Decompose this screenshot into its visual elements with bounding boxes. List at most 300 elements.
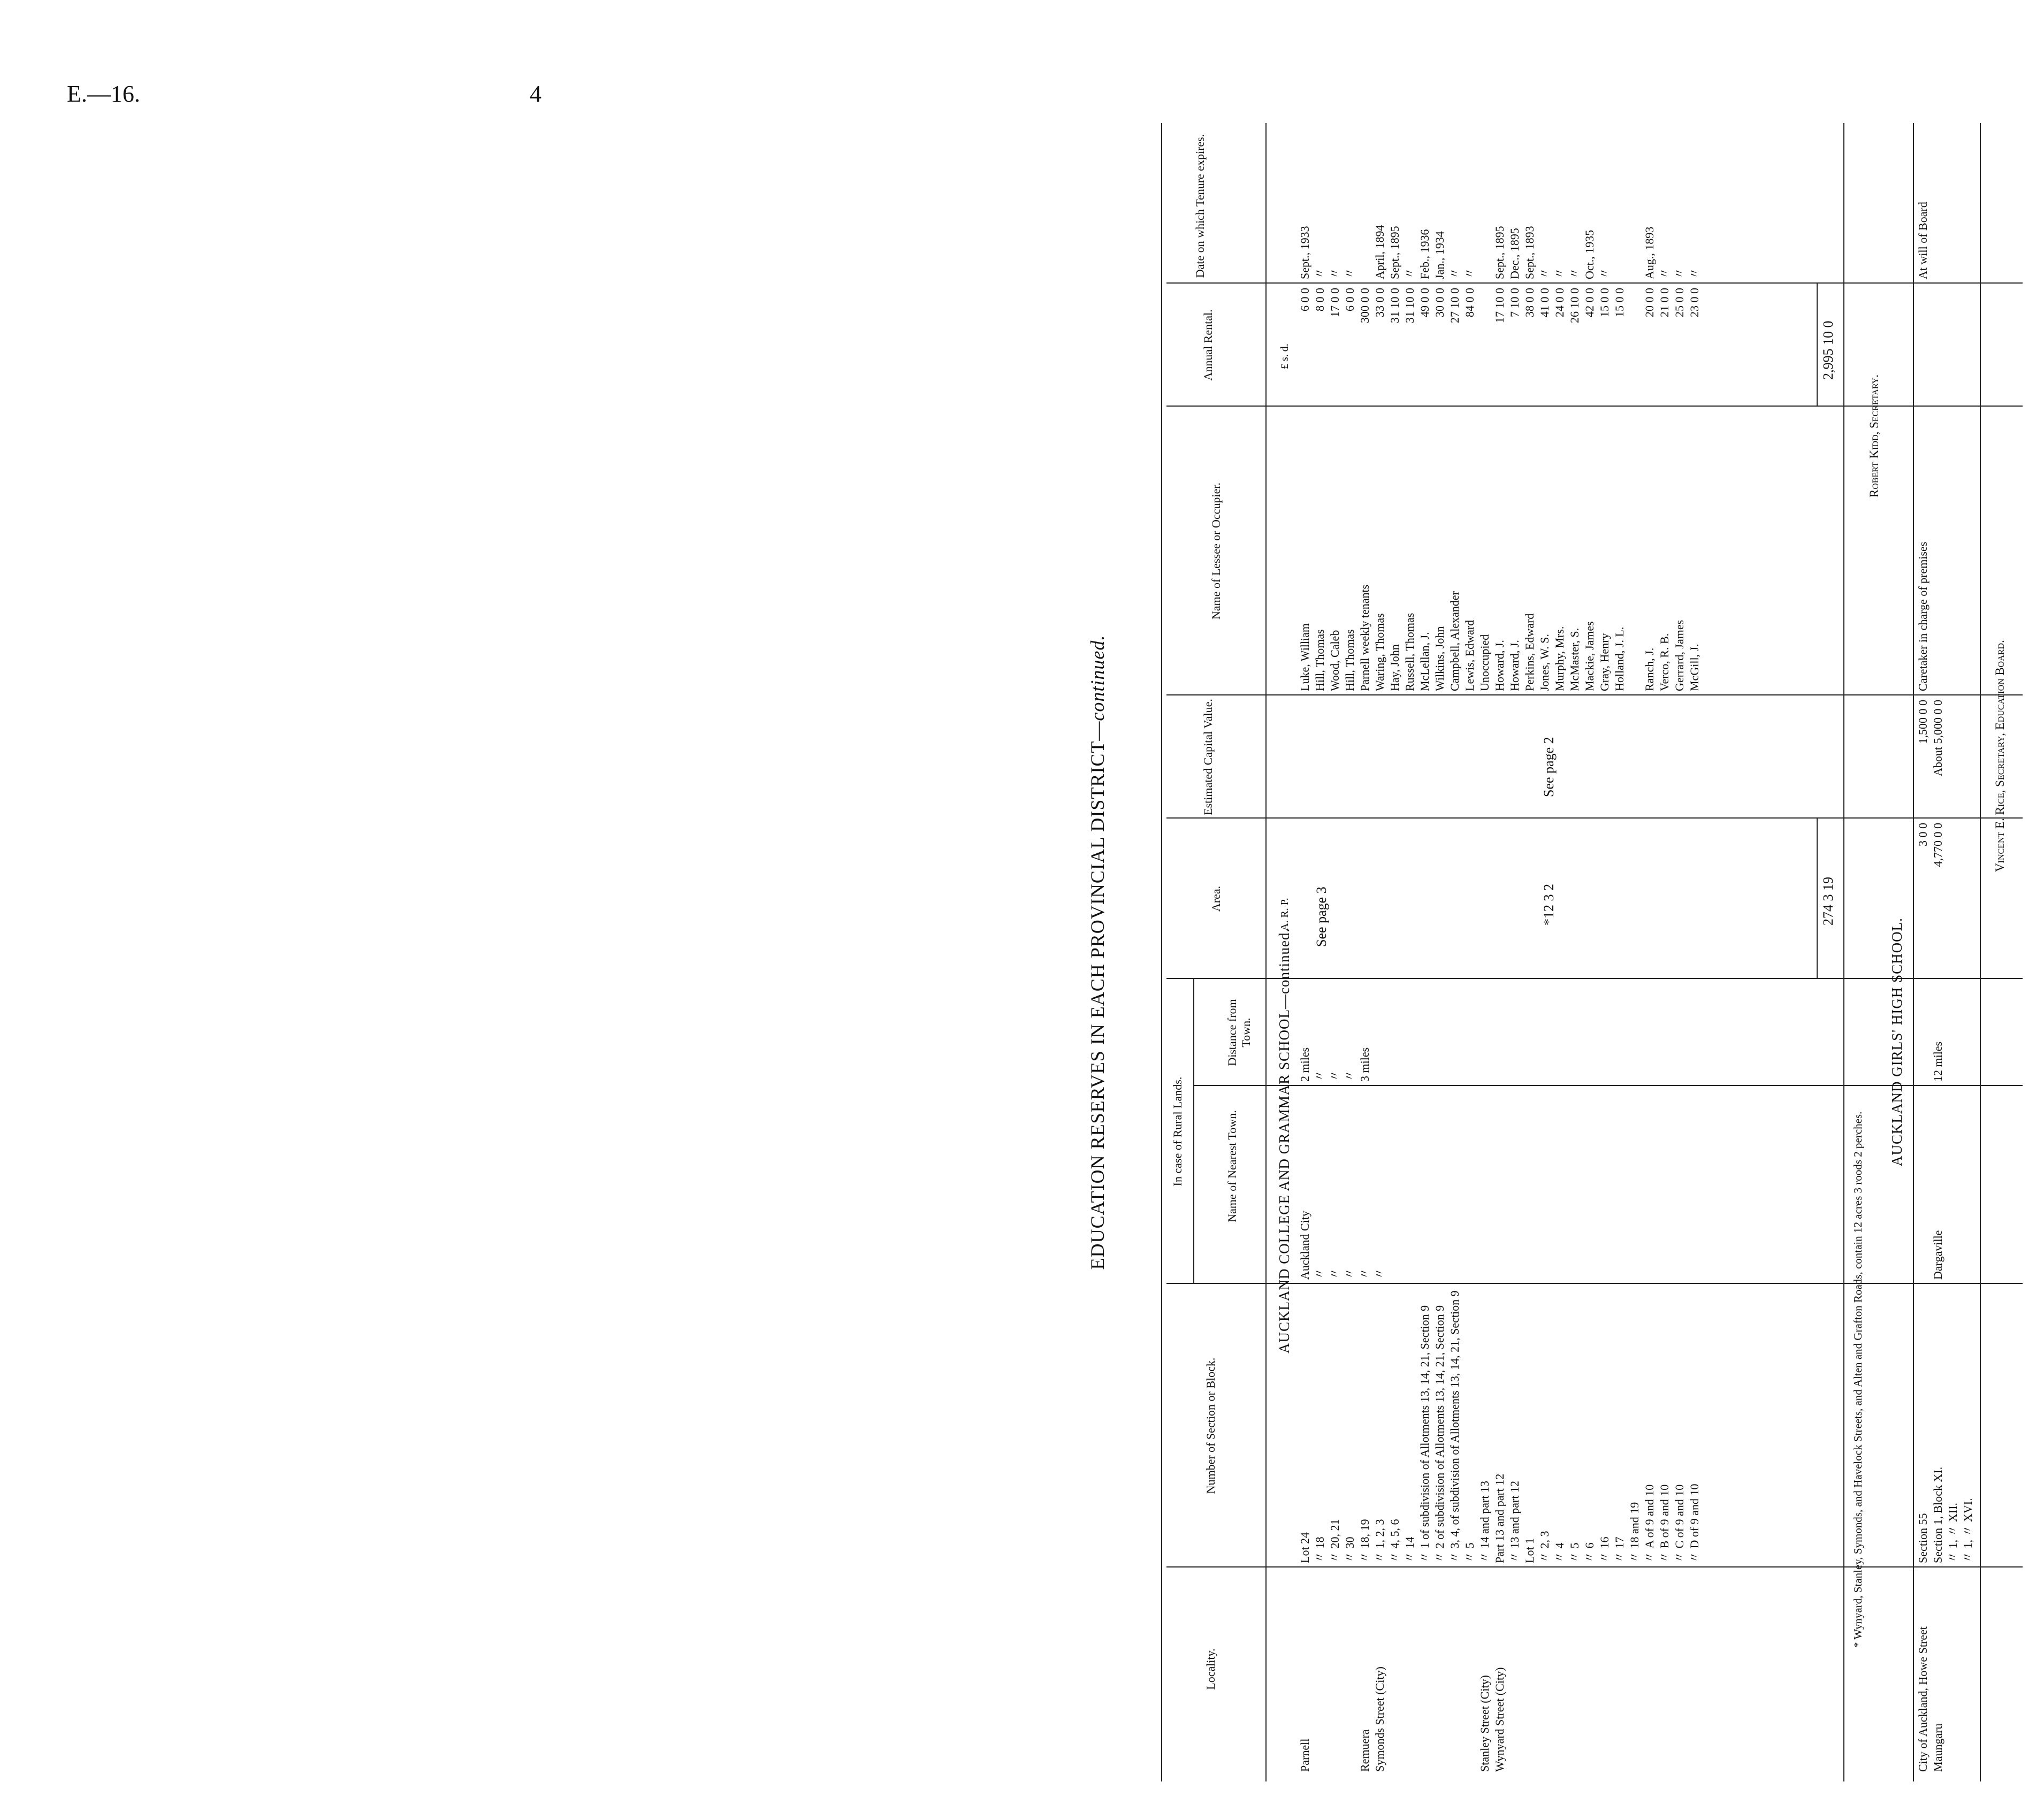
locality-cell — [1343, 1567, 1357, 1776]
town-cell: 〃 — [1373, 1267, 1386, 1280]
section-cell: Part 13 and part 12 — [1493, 1473, 1506, 1563]
section-cell: Section 55 — [1916, 1513, 1929, 1563]
table-row — [1372, 128, 1387, 1776]
distance-cell — [1946, 979, 1961, 1086]
rental-cell — [1477, 284, 1492, 407]
town-cell — [1402, 1086, 1417, 1284]
distance-cell — [1597, 979, 1612, 1086]
lessee-cell: Hill, Thomas — [1313, 629, 1326, 691]
table-row — [1357, 128, 1372, 1776]
locality-cell — [1328, 1567, 1343, 1776]
area-capital-spacer — [1687, 695, 1702, 979]
distance-cell: 2 miles — [1298, 1047, 1311, 1082]
col-header-area: Area. — [1209, 885, 1223, 912]
area-capital-spacer — [1582, 695, 1597, 979]
section-cell: 〃 13 and part 12 — [1508, 1481, 1521, 1563]
distance-cell — [1642, 979, 1657, 1086]
col-header-distance: Distance from Town. — [1225, 999, 1253, 1066]
section-cell: 〃 B of 9 and 10 — [1658, 1484, 1671, 1563]
table-row — [1612, 128, 1627, 1776]
area-capital-spacer — [1537, 695, 1552, 979]
locality-cell: City of Auckland, Howe Street — [1916, 1626, 1929, 1772]
total-area: 274 3 19 — [1820, 877, 1836, 926]
page-title-main: EDUCATION RESERVES IN EACH PROVINCIAL DISTRICT— — [1087, 721, 1108, 1270]
section-cell: 〃 4, 5, 6 — [1388, 1519, 1401, 1563]
locality-cell — [1687, 1567, 1702, 1776]
area-cell — [1961, 819, 1976, 979]
tenure-cell: April, 1894 — [1373, 225, 1386, 279]
total-rent: 2,995 10 0 — [1820, 320, 1836, 380]
locality-cell — [1961, 1567, 1976, 1776]
rural-header-rule — [1193, 979, 1194, 1284]
town-cell — [1477, 1086, 1492, 1284]
section-cell: 〃 1, 2, 3 — [1373, 1519, 1386, 1563]
town-cell — [1961, 1086, 1976, 1284]
town-cell — [1672, 1086, 1687, 1284]
table-row — [1537, 128, 1552, 1776]
tenure-cell — [1477, 128, 1492, 284]
area-see-page-3: See page 3 — [1314, 886, 1329, 947]
town-cell — [1447, 1086, 1462, 1284]
section2-bottom-rule — [1980, 123, 1981, 1781]
area-capital-spacer — [1417, 695, 1432, 979]
locality-cell — [1552, 1567, 1567, 1776]
col-header-rental: Annual Rental. — [1201, 309, 1215, 381]
locality-cell — [1627, 1567, 1642, 1776]
town-cell — [1507, 1086, 1522, 1284]
section-cell: 〃 20, 21 — [1328, 1519, 1341, 1563]
signature-education-board: Vincent E. Rice, Secretary, Education Board. — [1993, 640, 2007, 872]
town-cell — [1417, 1086, 1432, 1284]
rental-cell — [1916, 284, 1931, 407]
locality-cell — [1582, 1567, 1597, 1776]
lessee-cell: Jones, W. S. — [1538, 634, 1551, 691]
section-cell: 〃 4 — [1553, 1542, 1566, 1563]
town-cell — [1642, 1086, 1657, 1284]
locality-cell: Parnell — [1298, 1738, 1311, 1772]
tenure-cell: Sept., 1895 — [1388, 226, 1401, 279]
lessee-cell: Luke, William — [1298, 623, 1311, 691]
tenure-cell: 〃 — [1328, 267, 1341, 279]
money-units: £ s. d. — [1279, 343, 1291, 369]
town-cell — [1462, 1086, 1477, 1284]
tenure-cell: 〃 — [1658, 267, 1671, 279]
area-capital-spacer — [1612, 695, 1627, 979]
table-row — [1657, 128, 1672, 1776]
section-cell: 〃 14 — [1403, 1536, 1416, 1563]
tenure-cell: Feb., 1936 — [1418, 229, 1431, 279]
rental-cell: 42 0 0 — [1583, 288, 1596, 317]
locality-cell: Symonds Street (City) — [1373, 1666, 1386, 1772]
distance-cell: 〃 — [1328, 1069, 1341, 1082]
section-cell: 〃 1, 〃 XVI. — [1961, 1498, 1974, 1563]
table-row — [1582, 128, 1597, 1776]
town-cell: Dargaville — [1931, 1230, 1944, 1280]
total-rule — [1817, 284, 1818, 407]
section-cell: 〃 16 — [1598, 1536, 1611, 1563]
section-cell: 〃 17 — [1613, 1536, 1626, 1563]
town-cell — [1567, 1086, 1582, 1284]
rental-cell: 6 0 0 — [1298, 288, 1311, 311]
page-number: 4 — [530, 81, 541, 107]
tenure-cell — [1946, 128, 1961, 284]
locality-cell — [1462, 1567, 1477, 1776]
distance-cell: 3 miles — [1358, 1047, 1371, 1082]
locality-cell: Remuera — [1358, 1729, 1371, 1772]
capital-see-page-2: See page 2 — [1541, 737, 1557, 797]
town-cell — [1537, 1086, 1552, 1284]
table-row — [1417, 128, 1432, 1776]
area-capital-spacer — [1597, 695, 1612, 979]
lessee-cell: Holland, J. L. — [1613, 626, 1626, 691]
town-cell — [1597, 1086, 1612, 1284]
col-header-rural: In case of Rural Lands. — [1171, 1076, 1184, 1187]
town-cell: 〃 — [1343, 1267, 1356, 1280]
area-capital-spacer — [1642, 695, 1657, 979]
distance-cell — [1672, 979, 1687, 1086]
town-cell — [1916, 1086, 1931, 1284]
town-cell: 〃 — [1313, 1267, 1326, 1280]
area-capital-spacer — [1402, 695, 1417, 979]
tenure-cell: 〃 — [1598, 267, 1611, 279]
lessee-cell: Gerrard, James — [1673, 620, 1686, 691]
section-cell: Section 1, Block XI. — [1931, 1466, 1944, 1563]
table-row — [1402, 128, 1417, 1776]
table-row — [1627, 128, 1642, 1776]
rental-cell: 38 0 0 — [1523, 288, 1536, 317]
locality-cell — [1946, 1567, 1961, 1776]
lessee-cell: Verco, R. B. — [1658, 633, 1671, 691]
rental-cell: 17 10 0 — [1493, 288, 1506, 323]
town-cell — [1582, 1086, 1597, 1284]
lessee-cell: Hill, Thomas — [1343, 629, 1356, 691]
signature-secretary: Robert Kidd, Secretary. — [1867, 374, 1881, 498]
lessee-cell: Howard, J. — [1508, 640, 1521, 691]
area-capital-spacer — [1552, 695, 1567, 979]
rental-cell: 20 0 0 — [1643, 288, 1656, 317]
table-row — [1961, 128, 1976, 1776]
distance-cell — [1387, 979, 1402, 1086]
capital-cell — [1946, 695, 1961, 819]
rental-cell: 24 0 0 — [1553, 288, 1566, 317]
lessee-cell: Caretaker in charge of premises — [1916, 541, 1929, 691]
locality-cell — [1432, 1567, 1447, 1776]
section1-table — [1298, 128, 1702, 1776]
distance-cell: 〃 — [1343, 1069, 1356, 1082]
tenure-cell: 〃 — [1568, 267, 1581, 279]
distance-cell — [1522, 979, 1537, 1086]
section-cell: 〃 1, 〃 XII. — [1946, 1502, 1959, 1563]
lessee-cell: Wilkins, John — [1433, 626, 1446, 691]
page-title-italic: continued. — [1087, 634, 1108, 721]
distance-cell — [1432, 979, 1447, 1086]
distance-cell — [1916, 979, 1931, 1086]
tenure-cell: 〃 — [1313, 267, 1326, 279]
header-rule-top — [1161, 123, 1162, 1781]
table-row — [1432, 128, 1447, 1776]
table-row — [1462, 128, 1477, 1776]
col-header-nearest-town: Name of Nearest Town. — [1225, 1110, 1239, 1222]
section2-top-rule — [1913, 123, 1914, 1781]
distance-cell — [1417, 979, 1432, 1086]
area-capital-spacer — [1627, 695, 1642, 979]
area-capital-spacer — [1298, 695, 1313, 979]
tenure-cell: Sept., 1895 — [1493, 226, 1506, 279]
locality-cell — [1657, 1567, 1672, 1776]
area-cell: 3 0 0 — [1916, 823, 1929, 846]
lessee-cell: Parnell weekly tenants — [1358, 584, 1371, 691]
locality-cell — [1522, 1567, 1537, 1776]
lessee-cell: Murphy, Mrs. — [1553, 626, 1566, 691]
locality-cell — [1537, 1567, 1552, 1776]
table-row — [1328, 128, 1343, 1776]
rental-cell: 31 10 0 — [1388, 288, 1401, 323]
town-cell — [1612, 1086, 1627, 1284]
area-capital-spacer — [1357, 695, 1372, 979]
locality-cell: Stanley Street (City) — [1478, 1675, 1491, 1772]
area-capital-spacer — [1567, 695, 1582, 979]
distance-cell — [1402, 979, 1417, 1086]
area-capital-spacer — [1492, 695, 1507, 979]
section-cell: 〃 D of 9 and 10 — [1688, 1483, 1701, 1563]
table-row — [1477, 128, 1492, 1776]
rental-cell: 84 0 0 — [1463, 288, 1476, 317]
rental-cell: 21 0 0 — [1658, 288, 1671, 317]
lessee-cell: Lewis, Edward — [1463, 620, 1476, 691]
tenure-cell: 〃 — [1673, 267, 1686, 279]
rotated-table-page — [1081, 123, 2044, 1781]
locality-cell — [1447, 1567, 1462, 1776]
distance-cell — [1612, 979, 1627, 1086]
area-cell: 4,770 0 0 — [1931, 823, 1944, 867]
rental-cell: 31 10 0 — [1403, 288, 1416, 323]
lessee-cell: Russell, Thomas — [1403, 613, 1416, 691]
locality-cell — [1567, 1567, 1582, 1776]
tenure-cell: 〃 — [1343, 267, 1356, 279]
area-cell — [1946, 819, 1961, 979]
table-row — [1642, 128, 1657, 1776]
table-row — [1687, 128, 1702, 1776]
tenure-cell — [1931, 128, 1946, 284]
table-row — [1931, 128, 1946, 1776]
distance-cell — [1477, 979, 1492, 1086]
rental-cell: 49 0 0 — [1418, 288, 1431, 317]
area-capital-spacer — [1372, 695, 1387, 979]
locality-cell: Maungaru — [1931, 1723, 1944, 1772]
lessee-cell — [1931, 407, 1946, 695]
table-row — [1343, 128, 1357, 1776]
section-cell: 〃 2, 3 — [1538, 1531, 1551, 1563]
town-cell — [1522, 1086, 1537, 1284]
lessee-cell: Howard, J. — [1493, 640, 1506, 691]
rental-cell: 33 0 0 — [1373, 288, 1386, 317]
distance-cell — [1567, 979, 1582, 1086]
locality-cell — [1597, 1567, 1612, 1776]
rental-cell: 15 0 0 — [1613, 288, 1626, 317]
distance-cell: 12 miles — [1931, 1041, 1944, 1082]
distance-cell: 〃 — [1313, 1069, 1326, 1082]
area-units: A. R. P. — [1279, 898, 1291, 931]
section1-title: AUCKLAND COLLEGE AND GRAMMAR SCHOOL—continued. — [1276, 928, 1292, 1353]
col-header-capital: Estimated Capital Value. — [1201, 699, 1215, 815]
locality-cell — [1507, 1567, 1522, 1776]
locality-cell — [1313, 1567, 1328, 1776]
page-title — [1086, 123, 1109, 1781]
distance-cell — [1961, 979, 1976, 1086]
tenure-cell: Sept., 1893 — [1523, 226, 1536, 279]
locality-cell — [1612, 1567, 1627, 1776]
section-cell: 〃 30 — [1343, 1536, 1356, 1563]
rental-cell — [1931, 284, 1946, 407]
distance-cell — [1372, 979, 1387, 1086]
rental-cell: 6 0 0 — [1343, 288, 1356, 311]
town-cell: 〃 — [1328, 1267, 1341, 1280]
area-capital-spacer — [1328, 695, 1343, 979]
lessee-cell: Campbell, Alexander — [1448, 591, 1461, 691]
town-cell: Auckland City — [1298, 1211, 1311, 1280]
rental-cell — [1961, 284, 1976, 407]
rental-cell: 300 0 0 — [1358, 288, 1371, 323]
section-cell: Lot 24 — [1298, 1532, 1311, 1563]
distance-cell — [1492, 979, 1507, 1086]
rental-cell: 8 0 0 — [1313, 288, 1326, 311]
table-row — [1916, 128, 1931, 1776]
area-capital-spacer — [1657, 695, 1672, 979]
tenure-cell: Jan., 1934 — [1433, 231, 1446, 279]
rental-cell: 23 0 0 — [1688, 288, 1701, 317]
table-row — [1552, 128, 1567, 1776]
lessee-cell: Unoccupied — [1478, 634, 1491, 691]
locality-cell — [1387, 1567, 1402, 1776]
lessee-cell — [1627, 407, 1642, 695]
distance-cell — [1537, 979, 1552, 1086]
tenure-cell: 〃 — [1403, 267, 1416, 279]
rental-cell: 25 0 0 — [1673, 288, 1686, 317]
town-cell — [1627, 1086, 1642, 1284]
section-cell: 〃 18 and 19 — [1628, 1502, 1641, 1563]
area-capital-spacer — [1462, 695, 1477, 979]
col-header-section: Number of Section or Block. — [1204, 1357, 1217, 1494]
section-cell: 〃 6 — [1583, 1542, 1596, 1563]
tenure-cell: At will of Board — [1916, 202, 1929, 279]
locality-cell — [1417, 1567, 1432, 1776]
distance-cell — [1447, 979, 1462, 1086]
section1-bottom-rule — [1843, 123, 1844, 1781]
area-capital-spacer — [1672, 695, 1687, 979]
area-capital-spacer — [1313, 695, 1328, 979]
table-row — [1567, 128, 1582, 1776]
section-cell: 〃 3, 4, of subdivision of Allotments 13, 14, 21, Section 9 — [1448, 1290, 1461, 1563]
table-row — [1313, 128, 1328, 1776]
locality-cell — [1672, 1567, 1687, 1776]
distance-cell — [1657, 979, 1672, 1086]
table-row — [1387, 128, 1402, 1776]
town-cell — [1492, 1086, 1507, 1284]
town-cell — [1552, 1086, 1567, 1284]
distance-cell — [1582, 979, 1597, 1086]
section-cell: 〃 18 — [1313, 1536, 1326, 1563]
section-cell: 〃 2 of subdivision of Allotments 13, 14, 21, Section 9 — [1433, 1305, 1446, 1563]
capital-cell: 1,500 0 0 — [1916, 700, 1929, 744]
rental-cell — [1946, 284, 1961, 407]
table-row — [1507, 128, 1522, 1776]
town-cell: 〃 — [1358, 1267, 1371, 1280]
town-cell — [1432, 1086, 1447, 1284]
rental-cell: 26 10 0 — [1568, 288, 1581, 323]
table-row — [1298, 128, 1313, 1776]
lessee-cell: McLellan, J. — [1418, 632, 1431, 691]
table-row — [1492, 128, 1507, 1776]
section2-table — [1916, 128, 1976, 1776]
rental-cell: 7 10 0 — [1508, 288, 1521, 317]
distance-cell — [1462, 979, 1477, 1086]
section-cell: 〃 5 — [1463, 1542, 1476, 1563]
section-cell: 〃 A of 9 and 10 — [1643, 1484, 1656, 1563]
lessee-cell — [1961, 407, 1976, 695]
rental-cell — [1627, 284, 1642, 407]
lessee-cell: McMaster, S. — [1568, 628, 1581, 691]
table-row — [1597, 128, 1612, 1776]
section-cell: 〃 18, 19 — [1358, 1519, 1371, 1563]
distance-cell — [1627, 979, 1642, 1086]
table-row — [1946, 128, 1961, 1776]
col-header-locality: Locality. — [1204, 1648, 1217, 1690]
area-capital-spacer — [1343, 695, 1357, 979]
section-cell: 〃 5 — [1568, 1542, 1581, 1563]
town-cell — [1387, 1086, 1402, 1284]
area-capital-spacer — [1522, 695, 1537, 979]
tenure-cell: 〃 — [1448, 267, 1461, 279]
tenure-cell: Aug., 1893 — [1643, 226, 1656, 279]
table-row — [1447, 128, 1462, 1776]
section-cell: 〃 C of 9 and 10 — [1673, 1484, 1686, 1563]
rental-cell: 17 0 0 — [1328, 288, 1341, 317]
tenure-cell — [1612, 128, 1627, 284]
distance-cell — [1507, 979, 1522, 1086]
tenure-cell: 〃 — [1688, 267, 1701, 279]
lessee-cell: McGill, J. — [1688, 644, 1701, 691]
lessee-cell: Mackie, James — [1583, 621, 1596, 691]
tenure-cell — [1961, 128, 1976, 284]
locality-cell — [1642, 1567, 1657, 1776]
col-header-tenure: Date on which Tenure expires. — [1193, 134, 1207, 278]
tenure-cell: 〃 — [1538, 267, 1551, 279]
locality-cell — [1402, 1567, 1417, 1776]
area-capital-spacer — [1387, 695, 1402, 979]
town-cell — [1687, 1086, 1702, 1284]
section2-title: AUCKLAND GIRLS' HIGH SCHOOL. — [1889, 917, 1905, 1166]
area-capital-spacer — [1507, 695, 1522, 979]
section-cell: 〃 1 of subdivision of Allotments 13, 14, 21, Section 9 — [1418, 1305, 1431, 1563]
lessee-cell: Hay, John — [1388, 644, 1401, 691]
area-capital-spacer — [1447, 695, 1462, 979]
tenure-cell: Sept., 1933 — [1298, 226, 1311, 279]
locality-cell: Wynyard Street (City) — [1493, 1667, 1506, 1772]
table-row — [1522, 128, 1537, 1776]
header-rule-bottom — [1265, 123, 1267, 1781]
area-capital-spacer — [1477, 695, 1492, 979]
tenure-cell: Oct., 1935 — [1583, 230, 1596, 279]
capital-cell — [1961, 695, 1976, 819]
tenure-cell: 〃 — [1463, 267, 1476, 279]
rental-cell: 30 0 0 — [1433, 288, 1446, 317]
distance-cell — [1687, 979, 1702, 1086]
tenure-cell — [1627, 128, 1642, 284]
town-cell — [1946, 1086, 1961, 1284]
distance-cell — [1552, 979, 1567, 1086]
area-capital-spacer — [1432, 695, 1447, 979]
lessee-cell: Wood, Caleb — [1328, 630, 1341, 691]
